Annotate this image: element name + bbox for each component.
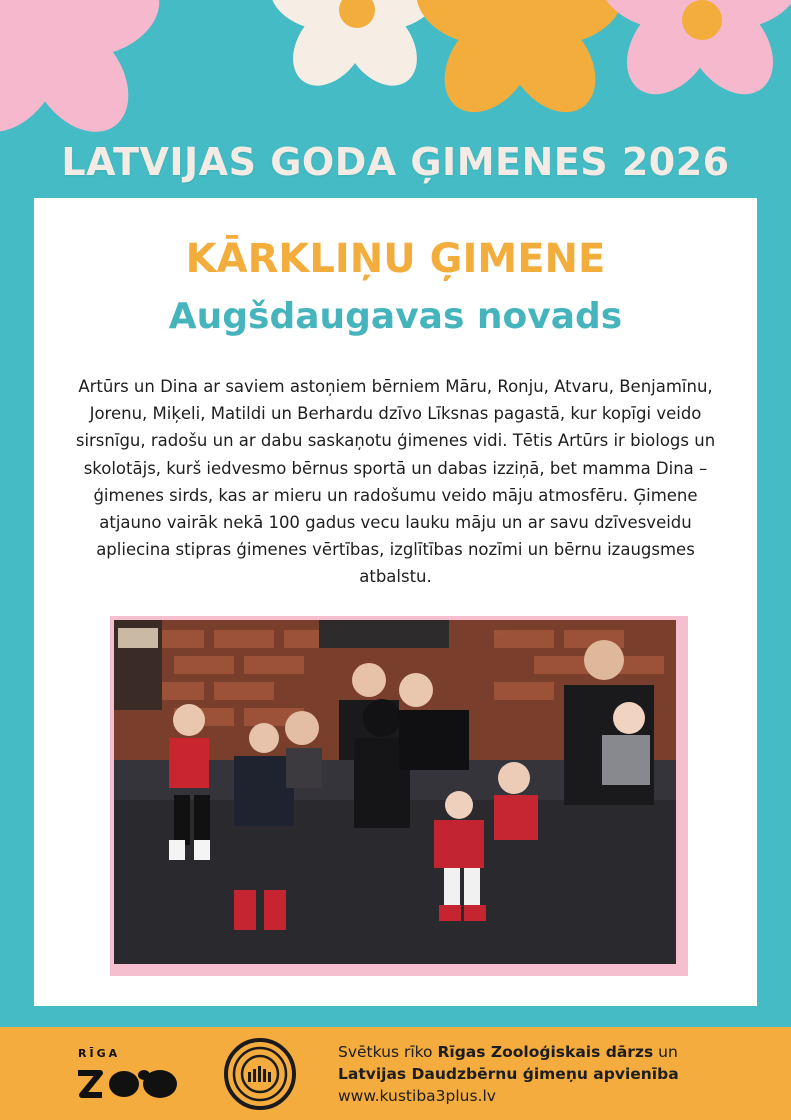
association-org-name: Latvijas Daudzbērnu ģimeņu apvienība bbox=[338, 1065, 679, 1083]
footer-url[interactable]: www.kustiba3plus.lv bbox=[338, 1087, 496, 1105]
association-logo-icon bbox=[222, 1036, 298, 1112]
flower-center-left bbox=[19, 4, 71, 56]
riga-logo-word: RĪGA bbox=[78, 1047, 121, 1060]
family-photo bbox=[110, 616, 688, 976]
flower-center-right bbox=[682, 0, 722, 40]
zoo-org-name: Rīgas Zooloģiskais dārzs bbox=[437, 1043, 654, 1061]
family-photo-image bbox=[114, 620, 676, 964]
footer-line-2 bbox=[338, 1063, 679, 1085]
family-name: KĀRKLIŅU ĢIMENE bbox=[185, 236, 606, 282]
footer-line-1-suffix: un bbox=[653, 1043, 678, 1061]
footer-line-1-prefix: Svētkus rīko bbox=[338, 1043, 438, 1061]
family-card bbox=[34, 198, 757, 1006]
family-description: Artūrs un Dina ar saviem astoņiem bērniem Māru, Ronju, Atvaru, Benjamīnu, Jorenu, Miķeli, Matildi un Berhardu dzīvo Līksnas pagastā, kur kopīgi veido sirsnīgu, radošu un ar dabu saskaņotu ģimenes vidi. Tētis Artūrs ir biologs un skolotājs, kurš iedvesmo bērnus sportā un dabas izziņā, bet mamma Dina – ģimenes sirds, kas ar mieru un radošumu veido māju atmosfēru. Ģimene atjauno vairāk nekā 100 gadus vecu lauku māju un ar savu dzīvesveidu apliecina stipras ģimenes vērtības, izglītības nozīmi un bērnu izaugsmes atbalstu. bbox=[75, 377, 716, 587]
association-logo[interactable] bbox=[222, 1036, 298, 1112]
footer-bar bbox=[0, 1027, 791, 1120]
footer-credits bbox=[338, 1041, 679, 1107]
flower-decoration bbox=[0, 0, 791, 150]
page-title: LATVIJAS GODA ĢIMENES 2026 bbox=[61, 140, 730, 184]
zoo-logo-icon bbox=[74, 1047, 184, 1105]
region-name: Augšdaugavas novads bbox=[168, 296, 623, 337]
riga-zoo-logo[interactable] bbox=[74, 1047, 184, 1105]
footer-line-1 bbox=[338, 1041, 679, 1063]
